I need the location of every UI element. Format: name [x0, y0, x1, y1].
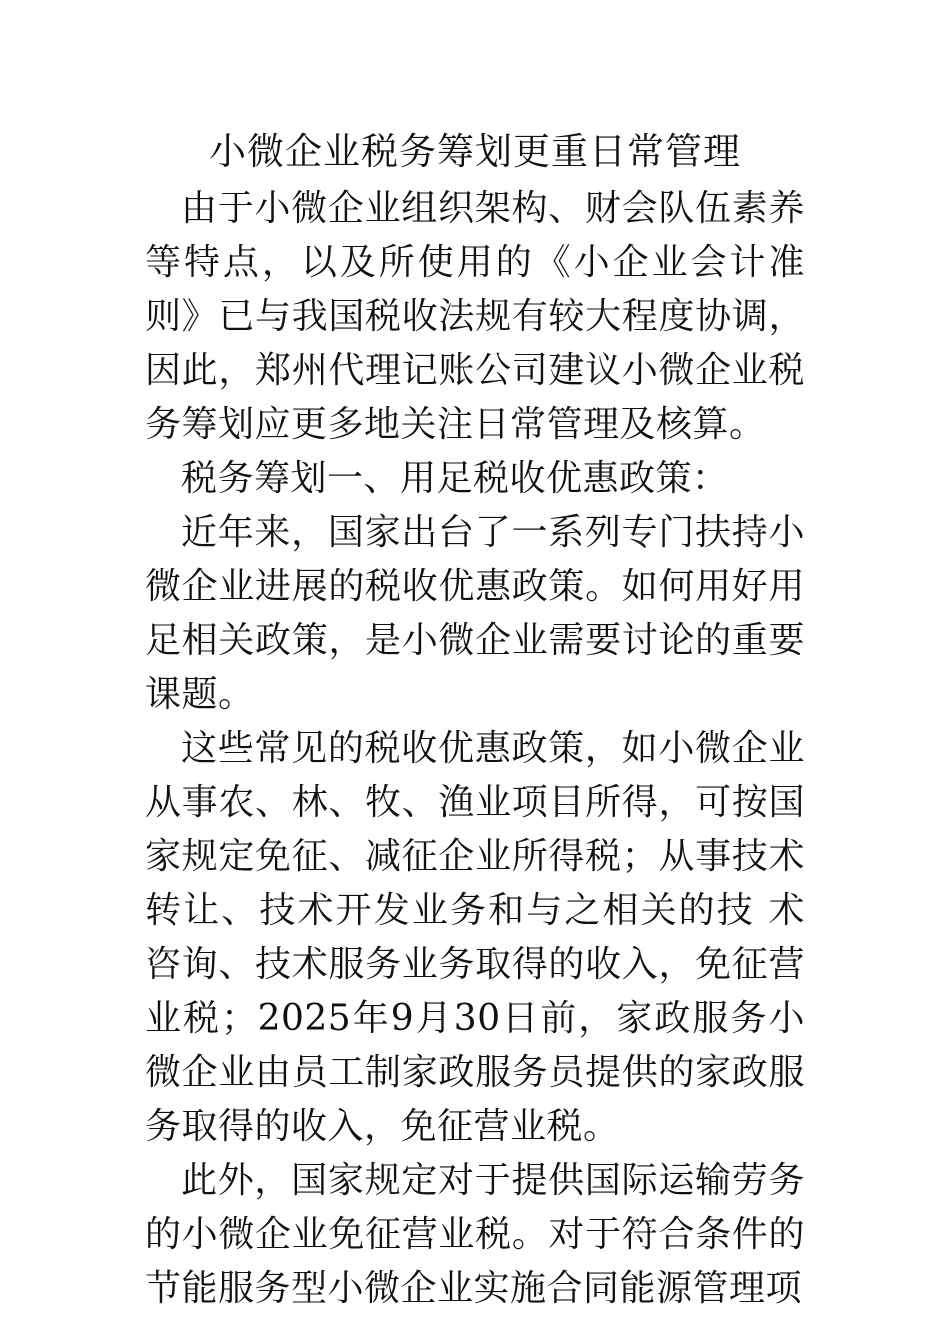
document-body [145, 122, 805, 1316]
paragraph-section-heading: 税务筹划一、用足税收优惠政策： [181, 458, 729, 499]
paragraph-policy-examples: 这些常见的税收优惠政策，如小微企业从事农、林、牧、渔业项目所得，可按国家规定免征、减征企业所得税；从事技术转让、技术开发业务和与之相关的技 术咨询、技术服务业务取得的收入，免征营业税；2025年9月30日前，家政服务小微企业由员工制家政服务员提供的家政服务取得的收入，免征营业税。 [145, 728, 805, 1147]
paragraph-intro: 由于小微企业组织架构、财会队伍素养等特点，以及所使用的《小企业会计准则》已与我国税收法规有较大程度协调，因此，郑州代理记账公司建议小微企业税务筹划应更多地关注日常管理及核算。 [145, 188, 805, 445]
paragraph-additional-policies: 此外，国家规定对于提供国际运输劳务的小微企业免征营业税。对于符合条件的节能服务型小微企业实施合同能源管理项 [145, 1160, 805, 1309]
document-title: 小微企业税务筹划更重日常管理 [209, 130, 741, 173]
paragraph-policy-overview: 近年来，国家出台了一系列专门扶持小微企业进展的税收优惠政策。如何用好用足相关政策，是小微企业需要讨论的重要课题。 [145, 512, 805, 715]
